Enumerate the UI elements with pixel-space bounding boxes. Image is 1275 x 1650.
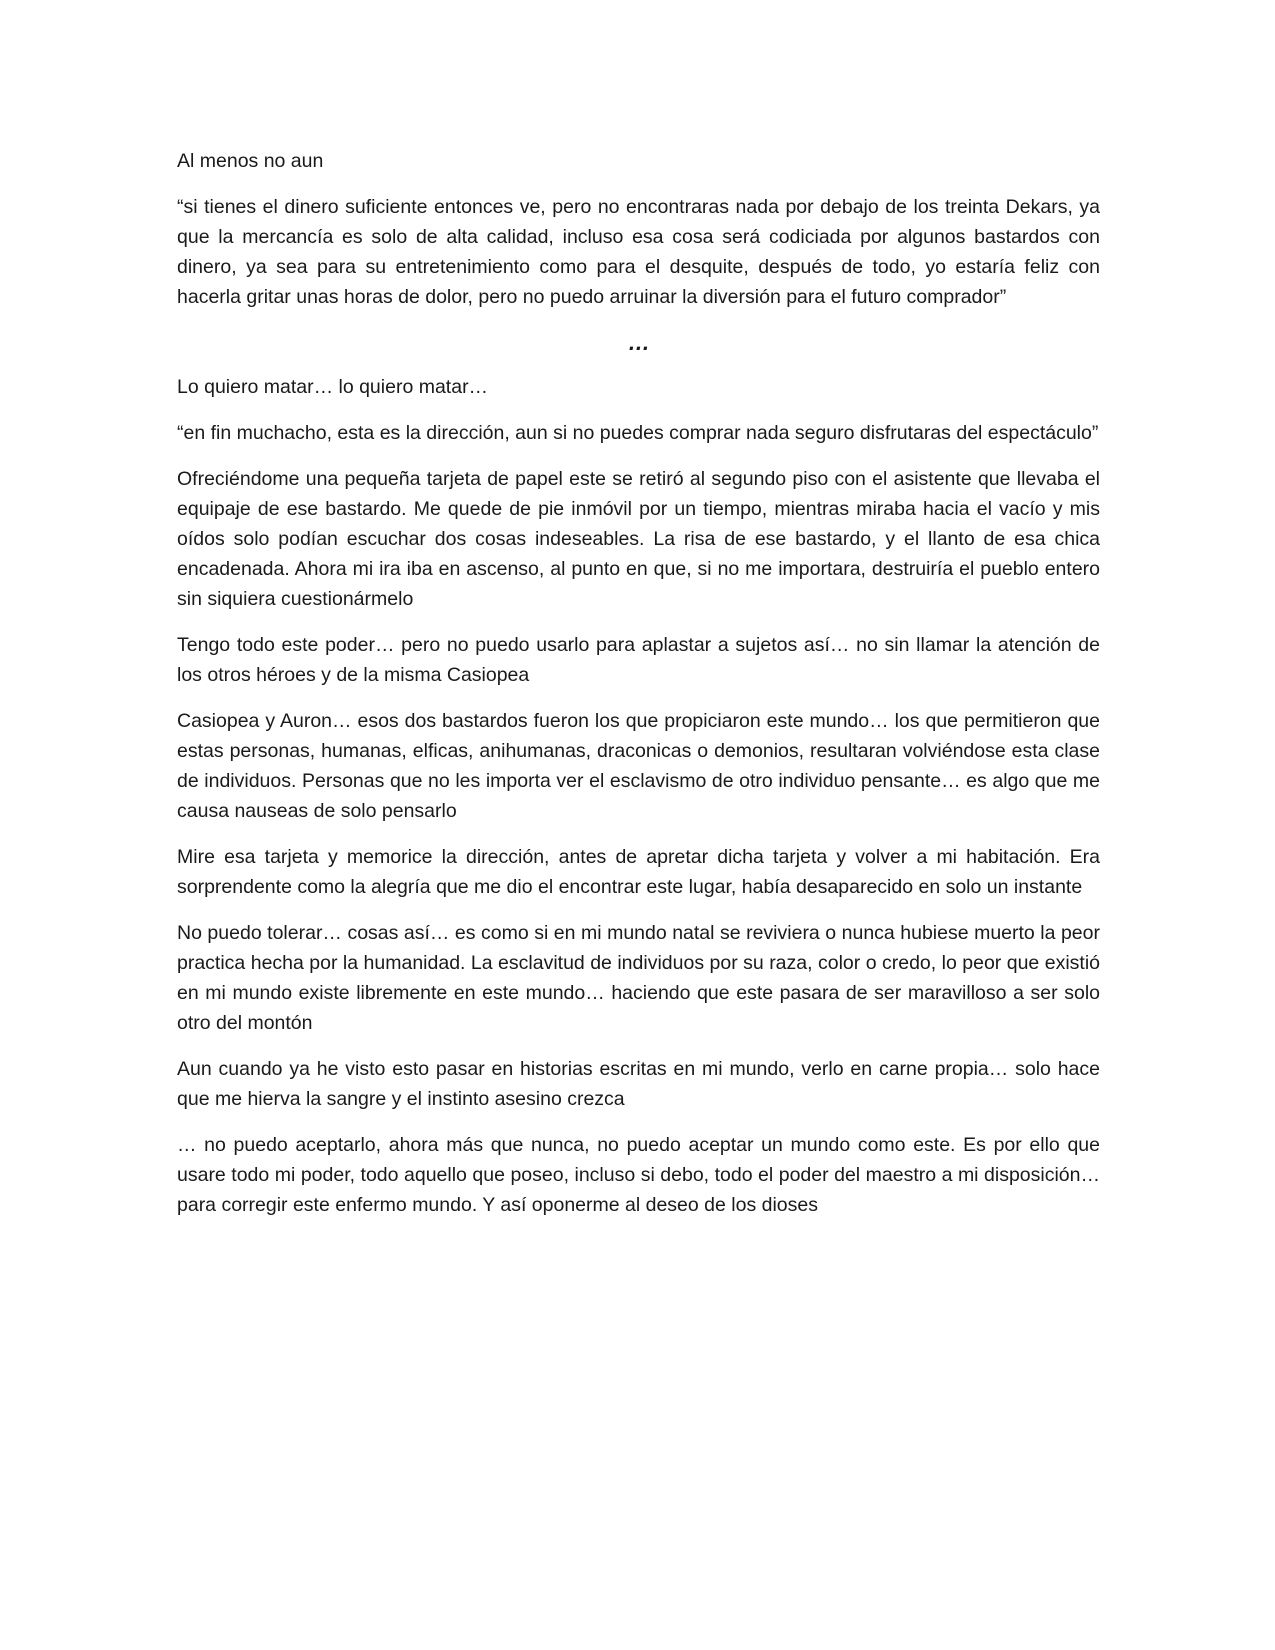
paragraph-6: Tengo todo este poder… pero no puedo usarlo para aplastar a sujetos así… no sin llamar la atención de los otros héroes y de la misma Casiopea (177, 634, 1100, 686)
paragraph-11: … no puedo aceptarlo, ahora más que nunca, no puedo aceptar un mundo como este. Es por ello que usare todo mi poder, todo aquello que poseo, incluso si debo, todo el poder del maestro a mi disposición… para corregir este enfermo mundo. Y así oponerme al deseo de los dioses (177, 1134, 1100, 1216)
paragraph-2: “si tienes el dinero suficiente entonces ve, pero no encontraras nada por debajo de los treinta Dekars, ya que la mercancía es solo de alta calidad, incluso esa cosa será codiciada por algunos bastardos con dinero, ya sea para su entretenimiento como para el desquite, después de todo, yo estaría feliz con hacerla gritar unas horas de dolor, pero no puedo arruinar la diversión para el futuro comprador” (177, 196, 1100, 308)
document-body (177, 146, 1100, 1236)
paragraph-3: Lo quiero matar… lo quiero matar… (177, 376, 489, 398)
paragraph-5: Ofreciéndome una pequeña tarjeta de papel este se retiró al segundo piso con el asistente que llevaba el equipaje de ese bastardo. Me quede de pie inmóvil por un tiempo, mientras miraba hacia el vacío y mis oídos solo podían escuchar dos cosas indeseables. La risa de ese bastardo, y el llanto de esa chica encadenada. Ahora mi ira iba en ascenso, al punto en que, si no me importara, destruiría el pueblo entero sin siquiera cuestionármelo (177, 468, 1100, 610)
paragraph-7: Casiopea y Auron… esos dos bastardos fueron los que propiciaron este mundo… los que permitieron que estas personas, humanas, elficas, anihumanas, draconicas o demonios, resultaran volviéndose esta clase de individuos. Personas que no les importa ver el esclavismo de otro individuo pensante… es algo que me causa nauseas de solo pensarlo (177, 710, 1100, 822)
section-separator: … (628, 330, 649, 355)
paragraph-10: Aun cuando ya he visto esto pasar en historias escritas en mi mundo, verlo en carne propia… solo hace que me hierva la sangre y el instinto asesino crezca (177, 1058, 1100, 1110)
paragraph-9: No puedo tolerar… cosas así… es como si en mi mundo natal se reviviera o nunca hubiese muerto la peor practica hecha por la humanidad. La esclavitud de individuos por su raza, color o credo, lo peor que existió en mi mundo existe libremente en este mundo… haciendo que este pasara de ser maravilloso a ser solo otro del montón (177, 922, 1100, 1034)
paragraph-4: “en fin muchacho, esta es la dirección, aun si no puedes comprar nada seguro disfrutaras del espectáculo” (177, 422, 1099, 444)
paragraph-1: Al menos no aun (177, 150, 324, 172)
paragraph-8: Mire esa tarjeta y memorice la dirección, antes de apretar dicha tarjeta y volver a mi habitación. Era sorprendente como la alegría que me dio el encontrar este lugar, había desaparecido en solo un instante (177, 846, 1100, 898)
